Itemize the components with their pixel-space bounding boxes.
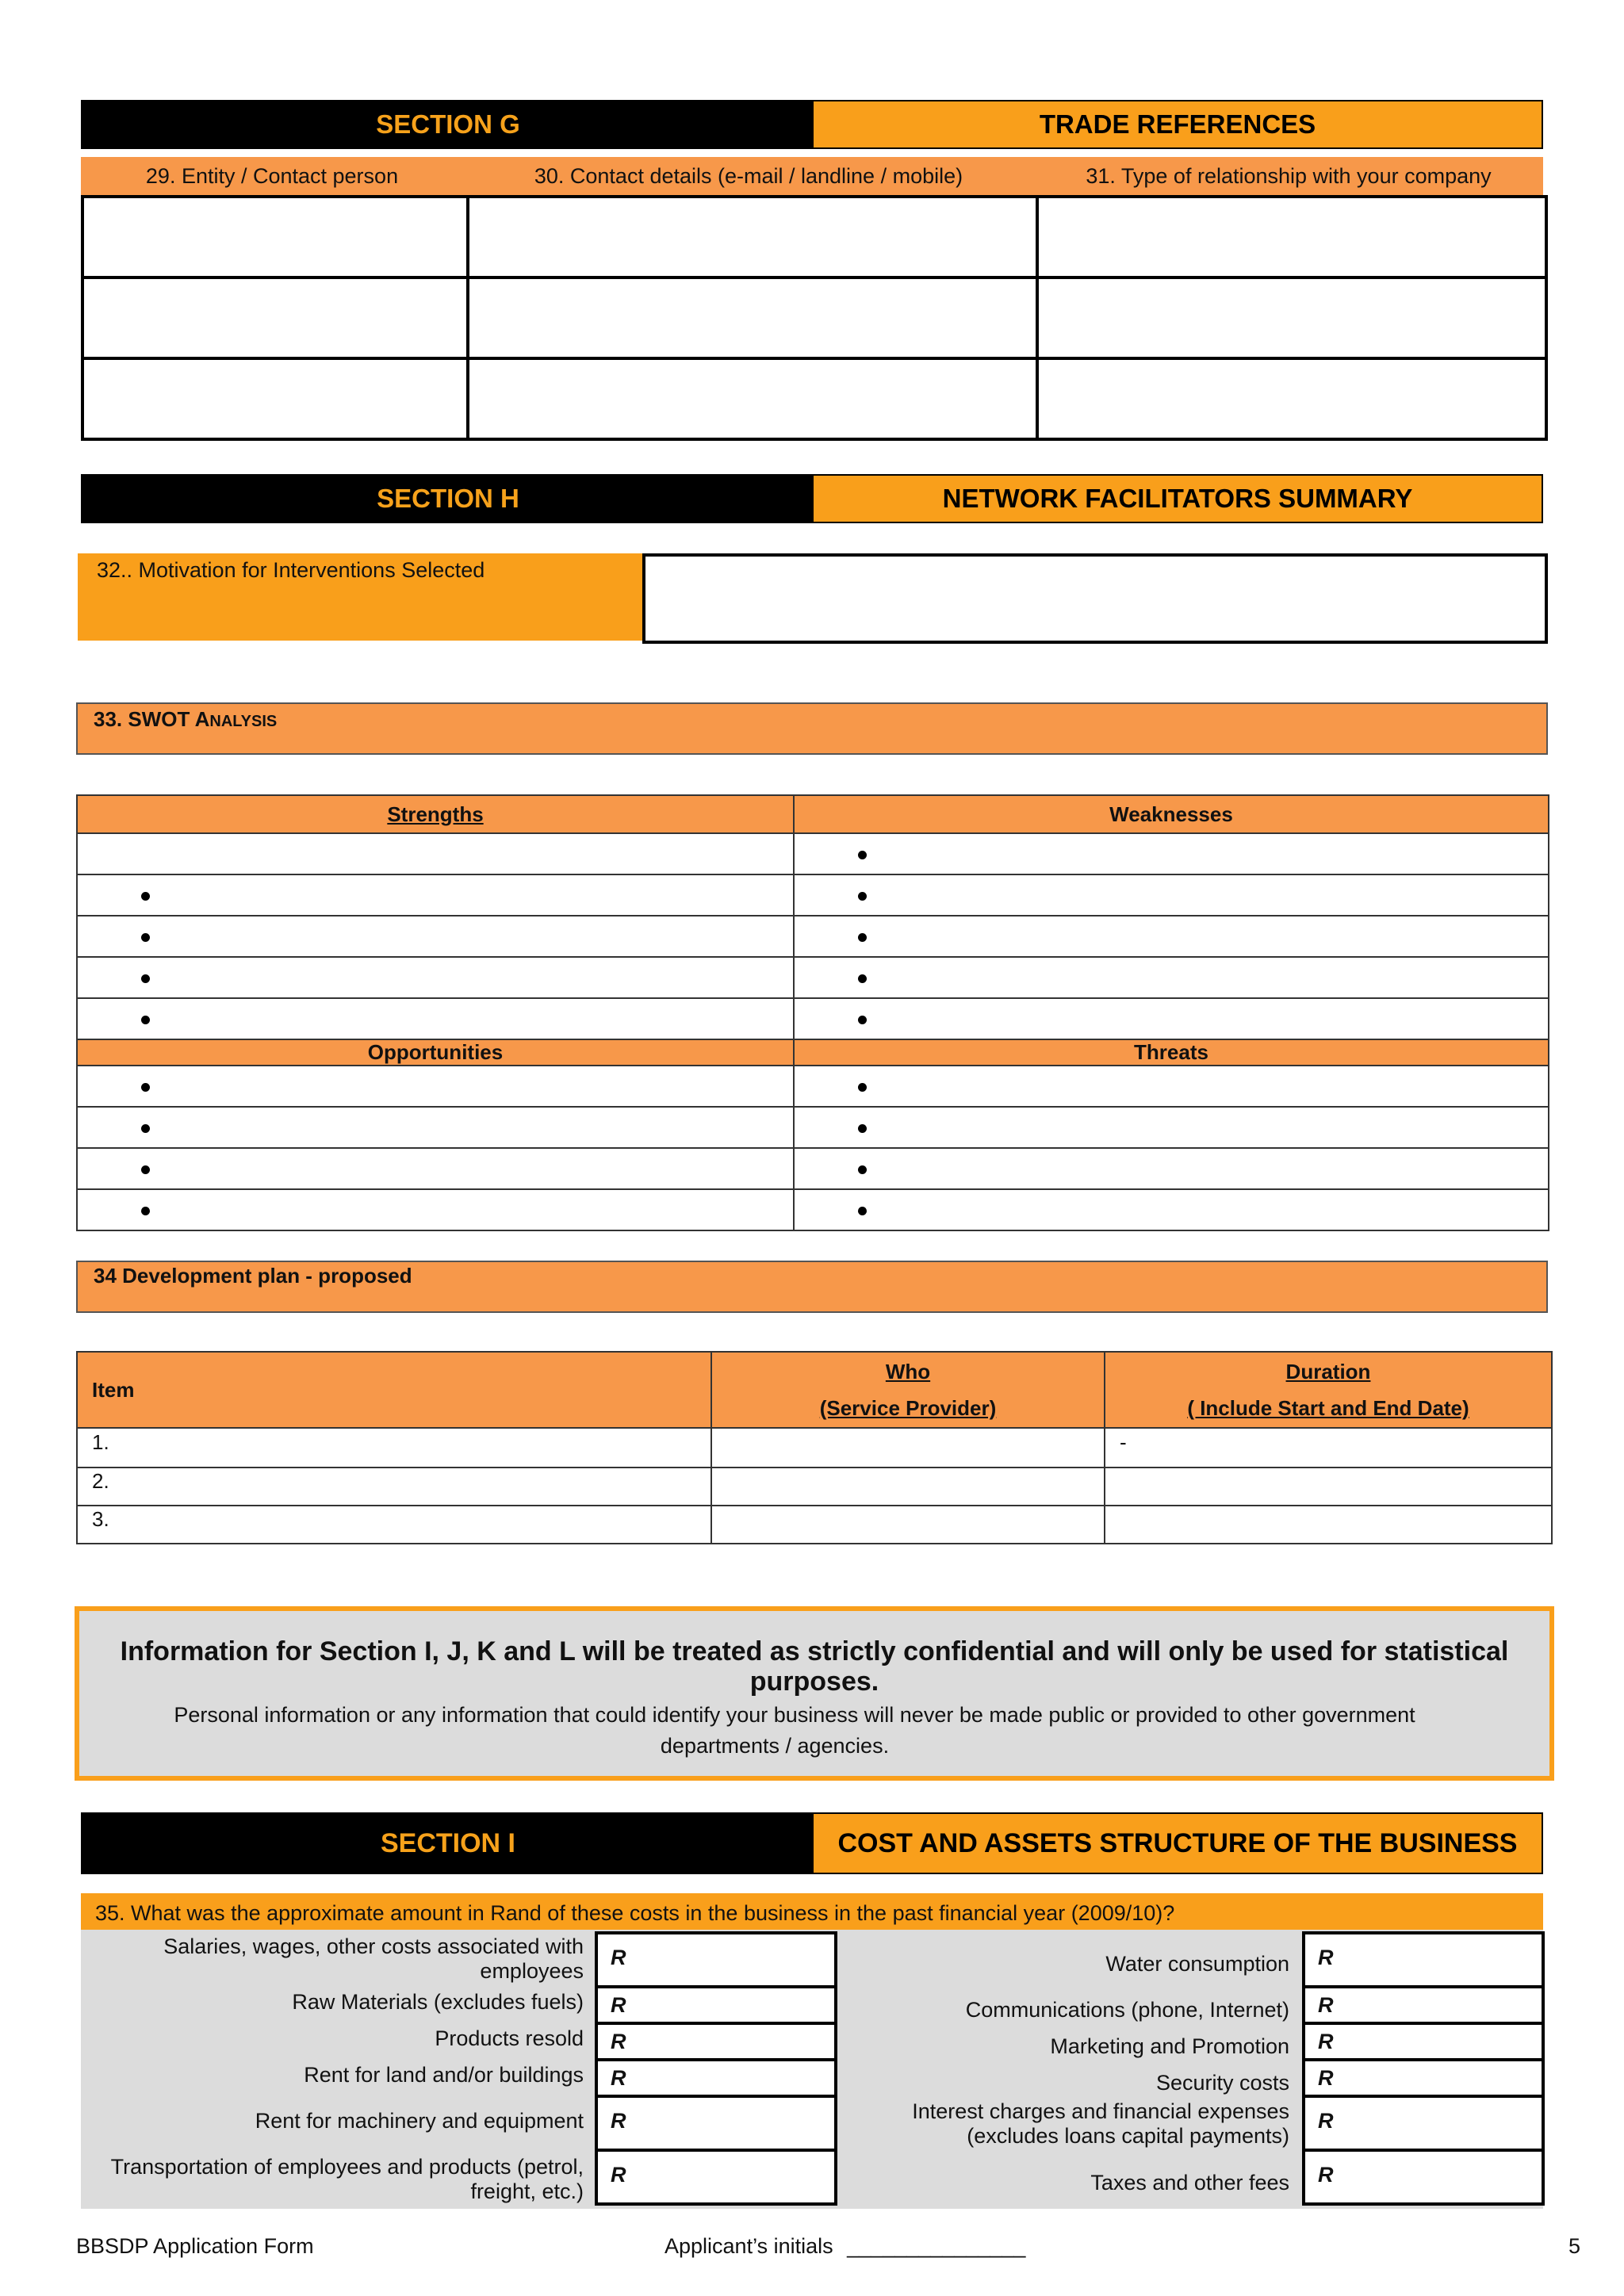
table-row	[77, 795, 1549, 833]
table-row	[77, 1352, 1552, 1428]
table-row	[77, 1039, 1549, 1066]
bullet-icon	[141, 933, 150, 942]
weakness-input-4[interactable]	[794, 957, 1549, 998]
trade-references-table	[81, 195, 1548, 441]
cost-input-transportation[interactable]: R	[595, 2149, 837, 2206]
cost-label-rent-machinery: Rent for machinery and equipment	[255, 2109, 584, 2133]
duration-header: Duration ( Include Start and End Date)	[1105, 1352, 1552, 1428]
table-row	[77, 1148, 1549, 1189]
bullet-icon	[141, 1207, 150, 1215]
plan-item-3[interactable]: 3.	[77, 1506, 711, 1544]
cost-label-products-resold: Products resold	[435, 2026, 584, 2050]
table-row	[77, 957, 1549, 998]
opportunity-input-1[interactable]	[77, 1066, 794, 1107]
motivation-label-box	[78, 553, 642, 641]
initials-input[interactable]: _______________	[847, 2234, 1026, 2258]
table-row	[77, 833, 1549, 874]
entity-input-1[interactable]	[82, 197, 468, 277]
bullet-icon	[858, 1083, 867, 1092]
bullet-icon	[858, 1124, 867, 1133]
section-i-label: SECTION I	[82, 1814, 814, 1873]
motivation-input-line-1[interactable]	[642, 553, 1548, 585]
section-g-header	[81, 100, 1543, 149]
motivation-input-line-2[interactable]	[642, 582, 1548, 614]
plan-who-3[interactable]	[711, 1506, 1105, 1544]
bullet-icon	[141, 1124, 150, 1133]
table-row	[77, 1189, 1549, 1230]
cost-label-security: Security costs	[1155, 2071, 1289, 2095]
footer-initials	[665, 2234, 1025, 2259]
cost-input-marketing[interactable]: R	[1302, 2022, 1545, 2061]
table-row	[77, 916, 1549, 957]
cost-input-communications[interactable]: R	[1302, 1985, 1545, 2025]
cost-label-raw-materials: Raw Materials (excludes fuels)	[292, 1990, 584, 2014]
page-number: 5	[1568, 2234, 1581, 2258]
strength-input-4[interactable]	[77, 957, 794, 998]
bullet-icon	[141, 974, 150, 983]
bullet-icon	[141, 1016, 150, 1024]
weakness-input-1[interactable]	[794, 833, 1549, 874]
col-relationship-type: 31. Type of relationship with your company	[1086, 163, 1492, 188]
strength-input-5[interactable]	[77, 998, 794, 1039]
swot-title-bar	[76, 702, 1548, 755]
bullet-icon	[141, 892, 150, 901]
bullet-icon	[858, 1165, 867, 1174]
table-row	[77, 1428, 1552, 1468]
bullet-icon	[858, 974, 867, 983]
cost-input-interest[interactable]: R	[1302, 2095, 1545, 2152]
notice-line-2: departments / agencies.	[660, 1734, 890, 1758]
cost-input-security[interactable]: R	[1302, 2058, 1545, 2098]
cost-label-communications: Communications (phone, Internet)	[965, 1998, 1289, 2022]
confidentiality-notice	[75, 1606, 1554, 1781]
bullet-icon	[141, 1165, 150, 1174]
cost-label-interest: Interest charges and financial expenses (excludes loans capital payments)	[912, 2099, 1289, 2148]
item-header: Item	[77, 1352, 711, 1428]
initials-label: Applicant’s initials	[665, 2234, 833, 2258]
section-i-header	[81, 1812, 1543, 1874]
plan-item-2[interactable]: 2.	[77, 1468, 711, 1506]
threat-input-3[interactable]	[794, 1148, 1549, 1189]
relationship-input-1[interactable]	[1037, 197, 1546, 277]
notice-heading: Information for Section I, J, K and L will be treated as strictly confidential and will only be used for statistical purposes.	[120, 1636, 1509, 1697]
strength-input-1[interactable]	[77, 833, 794, 874]
strength-input-3[interactable]	[77, 916, 794, 957]
table-row	[77, 1107, 1549, 1148]
cost-input-rent-machinery[interactable]: R	[595, 2095, 837, 2152]
bullet-icon	[858, 933, 867, 942]
who-header: Who (Service Provider)	[711, 1352, 1105, 1428]
threat-input-2[interactable]	[794, 1107, 1549, 1148]
opportunity-input-3[interactable]	[77, 1148, 794, 1189]
plan-duration-3[interactable]	[1105, 1506, 1552, 1544]
cost-label-water: Water consumption	[1105, 1952, 1289, 1976]
weakness-input-3[interactable]	[794, 916, 1549, 957]
cost-label-taxes: Taxes and other fees	[1090, 2171, 1289, 2195]
threat-input-4[interactable]	[794, 1189, 1549, 1230]
section-g-title: TRADE REFERENCES	[814, 101, 1542, 147]
bullet-icon	[858, 1016, 867, 1024]
cost-input-rent-land[interactable]: R	[595, 2058, 837, 2098]
table-row	[77, 1066, 1549, 1107]
notice-line-1: Personal information or any information that could identify your business will never be made public or provided to other government	[174, 1703, 1415, 1727]
table-row	[82, 197, 1546, 277]
section-g-label: SECTION G	[82, 101, 814, 147]
entity-input-3[interactable]	[82, 358, 468, 439]
weakness-input-5[interactable]	[794, 998, 1549, 1039]
footer-form-name: BBSDP Application Form	[76, 2234, 314, 2258]
bullet-icon	[141, 1083, 150, 1092]
section-h-header	[81, 474, 1543, 523]
section-h-title: NETWORK FACILITATORS SUMMARY	[814, 476, 1542, 522]
contact-details-input-2[interactable]	[468, 277, 1037, 358]
cost-input-raw-materials[interactable]: R	[595, 1985, 837, 2025]
opportunity-input-4[interactable]	[77, 1189, 794, 1230]
col-entity-contact: 29. Entity / Contact person	[145, 163, 399, 188]
cost-label-rent-land: Rent for land and/or buildings	[304, 2063, 584, 2087]
table-row	[82, 358, 1546, 439]
weaknesses-header: Weaknesses	[794, 795, 1549, 833]
motivation-input-line-3[interactable]	[642, 610, 1548, 644]
opportunities-header: Opportunities	[77, 1039, 794, 1066]
plan-duration-1[interactable]: -	[1105, 1428, 1552, 1468]
table-row	[77, 998, 1549, 1039]
contact-details-input-1[interactable]	[468, 197, 1037, 277]
table-row	[77, 1506, 1552, 1544]
opportunity-input-2[interactable]	[77, 1107, 794, 1148]
table-row	[82, 277, 1546, 358]
bullet-icon	[858, 892, 867, 901]
col-contact-details: 30. Contact details (e-mail / landline / mobile)	[534, 163, 963, 188]
cost-label-salaries: Salaries, wages, other costs associated with employees	[163, 1934, 584, 1983]
dev-plan-title: 34 Development plan - proposed	[94, 1264, 412, 1288]
plan-who-2[interactable]	[711, 1468, 1105, 1506]
cost-label-marketing: Marketing and Promotion	[1050, 2034, 1289, 2058]
relationship-input-3[interactable]	[1037, 358, 1546, 439]
cost-input-taxes[interactable]: R	[1302, 2149, 1545, 2206]
cost-label-transportation: Transportation of employees and products (petrol, freight, etc.)	[110, 2155, 584, 2203]
cost-question-bar	[81, 1893, 1543, 1930]
contact-details-input-3[interactable]	[468, 358, 1037, 439]
entity-input-2[interactable]	[82, 277, 468, 358]
motivation-label: 32.. Motivation for Interventions Selected	[97, 558, 485, 582]
threats-header: Threats	[794, 1039, 1549, 1066]
cost-input-products-resold[interactable]: R	[595, 2022, 837, 2061]
table-row	[77, 1468, 1552, 1506]
cost-input-water[interactable]: R	[1302, 1931, 1545, 1988]
strength-input-2[interactable]	[77, 874, 794, 916]
threat-input-1[interactable]	[794, 1066, 1549, 1107]
cost-question: 35. What was the approximate amount in Rand of these costs in the business in the past financial year (2009/10)?	[95, 1901, 1175, 1925]
section-h-label: SECTION H	[82, 476, 814, 522]
dev-plan-table	[76, 1351, 1553, 1544]
table-row	[77, 874, 1549, 916]
bullet-icon	[858, 1207, 867, 1215]
relationship-input-2[interactable]	[1037, 277, 1546, 358]
cost-input-salaries[interactable]: R	[595, 1931, 837, 1988]
swot-title: 33. SWOT ANALYSIS	[94, 707, 278, 731]
trade-references-column-headers	[81, 157, 1543, 195]
swot-table	[76, 794, 1549, 1231]
weakness-input-2[interactable]	[794, 874, 1549, 916]
section-i-title: COST AND ASSETS STRUCTURE OF THE BUSINESS	[814, 1814, 1542, 1873]
dev-plan-title-bar	[76, 1261, 1548, 1313]
plan-who-1[interactable]	[711, 1428, 1105, 1468]
strengths-header: Strengths	[77, 795, 794, 833]
plan-duration-2[interactable]	[1105, 1468, 1552, 1506]
plan-item-1[interactable]: 1.	[77, 1428, 711, 1468]
bullet-icon	[858, 851, 867, 859]
